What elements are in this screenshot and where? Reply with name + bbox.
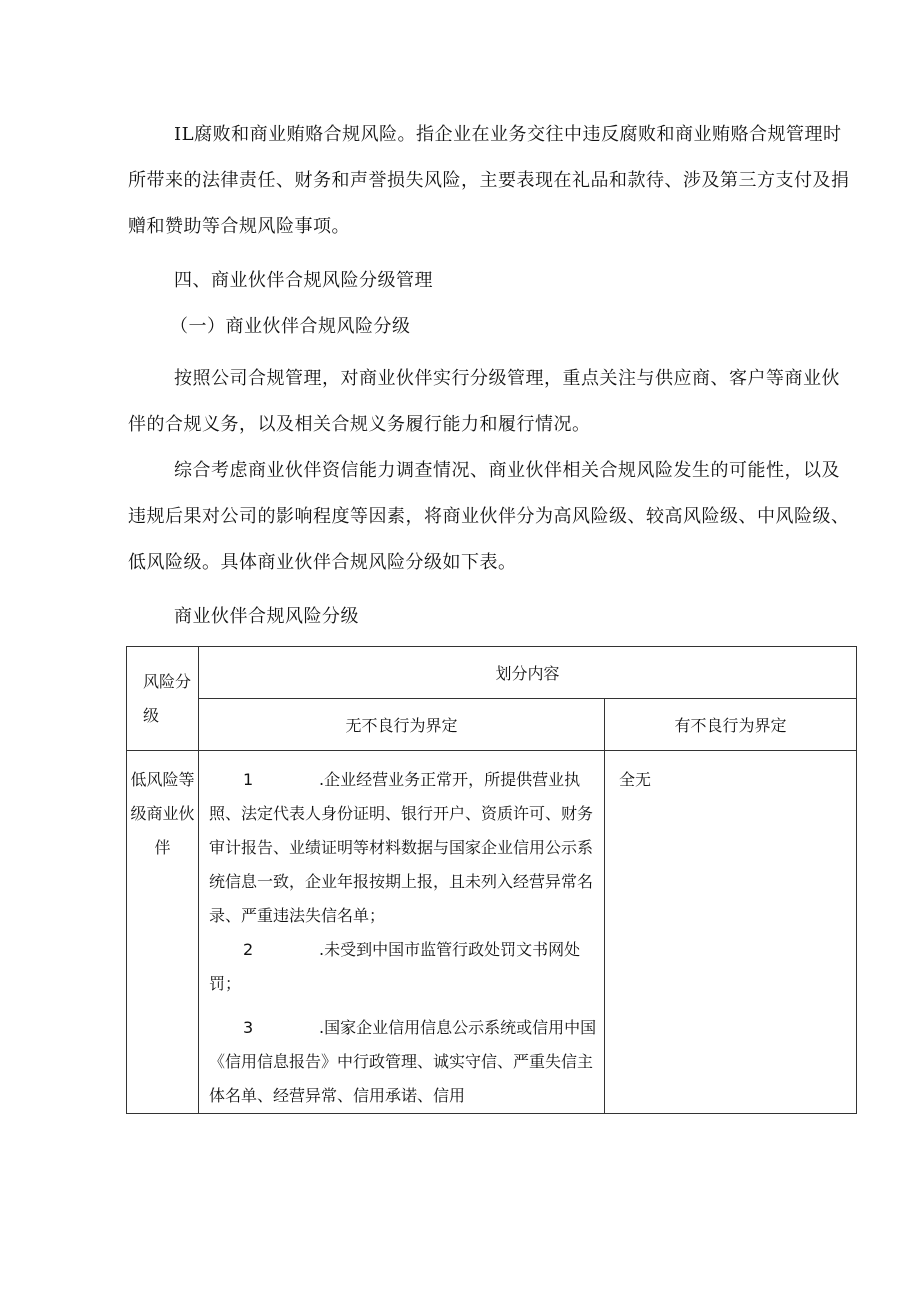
criterion-item-2 [209, 933, 600, 1001]
table-row [127, 751, 857, 1114]
criterion-text: .国家企业信用信息公示系统或信用中国《信用信息报告》中行政管理、诚实守信、严重失信主体名单、经营异常、信用承诺、信用 [209, 1018, 597, 1105]
criterion-number: 3 [243, 1018, 254, 1037]
header-division-content: 划分内容 [199, 647, 857, 699]
criterion-item-3 [209, 1011, 600, 1113]
paragraph-risk-levels: 综合考虑商业伙伴资信能力调查情况、商业伙伴相关合规风险发生的可能性，以及违规后果对公司的影响程度等因素，将商业伙伴分为高风险级、较高风险级、中风险级、低风险级。具体商业伙伴合规风险分级如下表。 [128, 460, 850, 573]
header-bad-behavior: 有不良行为界定 [605, 699, 857, 751]
criterion-item-1 [209, 763, 600, 933]
subsection-heading-4-1: （一）商业伙伴合规风险分级 [170, 316, 411, 337]
criterion-text: .企业经营业务正常开，所提供营业执照、法定代表人身份证明、银行开户、资质许可、财务审计报告、业绩证明等材料数据与国家企业信用公示系统信息一致，企业年报按期上报，且未列入经营异常名录、严重违法失信名单； [209, 770, 594, 925]
header-no-bad-behavior: 无不良行为界定 [199, 699, 605, 751]
header-risk-level: 风险分级 [127, 647, 199, 751]
criterion-number: 2 [243, 940, 254, 959]
section-heading-4: 四、商业伙伴合规风险分级管理 [174, 270, 433, 291]
risk-classification-table [126, 646, 857, 1114]
row-bad-behavior: 全无 [605, 751, 857, 1114]
paragraph-classification: 按照公司合规管理，对商业伙伴实行分级管理，重点关注与供应商、客户等商业伙伴的合规义务，以及相关合规义务履行能力和履行情况。 [128, 368, 840, 435]
criterion-number: 1 [243, 770, 254, 789]
table-caption: 商业伙伴合规风险分级 [174, 606, 359, 627]
row-category: 低风险等级商业伙伴 [127, 751, 199, 1114]
row-no-bad-content [199, 751, 605, 1114]
paragraph-corruption-risk: IL腐败和商业贿赂合规风险。指企业在业务交往中违反腐败和商业贿赂合规管理时所带来的法律责任、财务和声誉损失风险，主要表现在礼品和款待、涉及第三方支付及捐赠和赞助等合规风险事项。 [128, 124, 850, 237]
criterion-text: .未受到中国市监管行政处罚文书网处罚； [209, 940, 581, 993]
